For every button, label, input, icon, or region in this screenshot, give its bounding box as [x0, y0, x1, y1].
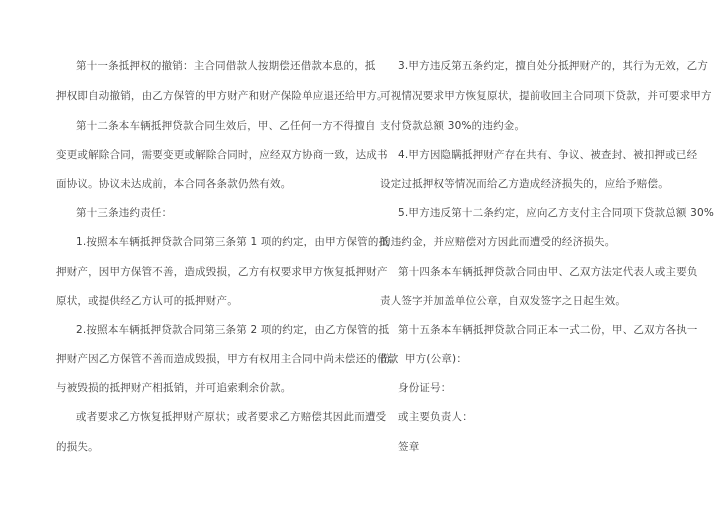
- paragraph-line: 原状，或提供经乙方认可的抵押财产。: [56, 295, 238, 307]
- paragraph-line: 可视情况要求甲方恢复原状，提前收回主合同项下贷款，并可要求甲方: [380, 90, 712, 102]
- signature-line-party-a: 份。 甲方(公章)：: [380, 353, 468, 365]
- paragraph-line: 第十二条本车辆抵押贷款合同生效后，甲、乙任何一方不得擅自: [76, 120, 376, 132]
- paragraph-line: 押权即自动撤销，由乙方保管的甲方财产和财产保险单应退还给甲方。: [56, 90, 388, 102]
- paragraph-line: 第十一条抵押权的撤销：主合同借款人按期偿还借款本息的，抵: [76, 60, 376, 72]
- paragraph-line: 或者要求乙方恢复抵押财产原状；或者要求乙方赔偿其因此而遭受: [76, 411, 387, 423]
- responsible-person-label: 或主要负责人：: [398, 411, 473, 423]
- paragraph-line: 1.按照本车辆抵押贷款合同第三条第 1 项的约定，由甲方保管的抵: [76, 236, 390, 248]
- paragraph-line: 与被毁损的抵押财产相抵销，并可追索剩余价款。: [56, 382, 292, 394]
- paragraph-line: 责人签字并加盖单位公章，自双发签字之日起生效。: [380, 295, 627, 307]
- paragraph-line: 第十五条本车辆抵押贷款合同正本一式二份，甲、乙双方各执一: [398, 324, 698, 336]
- paragraph-line: 2.按照本车辆抵押贷款合同第三条第 2 项的约定，由乙方保管的抵: [76, 324, 390, 336]
- paragraph-line: 面协议。协议未达成前，本合同各条款仍然有效。: [56, 178, 292, 190]
- paragraph-line: 押财产因乙方保管不善而造成毁损，甲方有权用主合同中尚未偿还的借款: [56, 353, 399, 365]
- paragraph-line: 的损失。: [56, 441, 99, 453]
- section-heading: 第十三条违约责任：: [76, 207, 173, 219]
- id-number-field-label: 身份证号：: [398, 382, 452, 394]
- paragraph-line: 的违约金，并应赔偿对方因此而遭受的经济损失。: [380, 236, 616, 248]
- paragraph-line: 3.甲方违反第五条约定，擅自处分抵押财产的，其行为无效，乙方: [398, 60, 709, 72]
- paragraph-line: 押财产，因甲方保管不善，造成毁损，乙方有权要求甲方恢复抵押财产: [56, 266, 388, 278]
- paragraph-line: 5.甲方违反第十二条约定，应向乙方支付主合同项下贷款总额 30%: [398, 207, 715, 219]
- signature-label: 签章: [398, 441, 420, 453]
- paragraph-line: 4.甲方因隐瞒抵押财产存在共有、争议、被查封、被扣押或已经: [398, 149, 698, 161]
- paragraph-line: 支付贷款总额 30%的违约金。: [380, 120, 526, 132]
- paragraph-line: 设定过抵押权等情况而给乙方造成经济损失的，应给予赔偿。: [380, 178, 669, 190]
- paragraph-line: 变更或解除合同，需要变更或解除合同时，应经双方协商一致，达成书: [56, 149, 388, 161]
- paragraph-line: 第十四条本车辆抵押贷款合同由甲、乙双方法定代表人或主要负: [398, 266, 698, 278]
